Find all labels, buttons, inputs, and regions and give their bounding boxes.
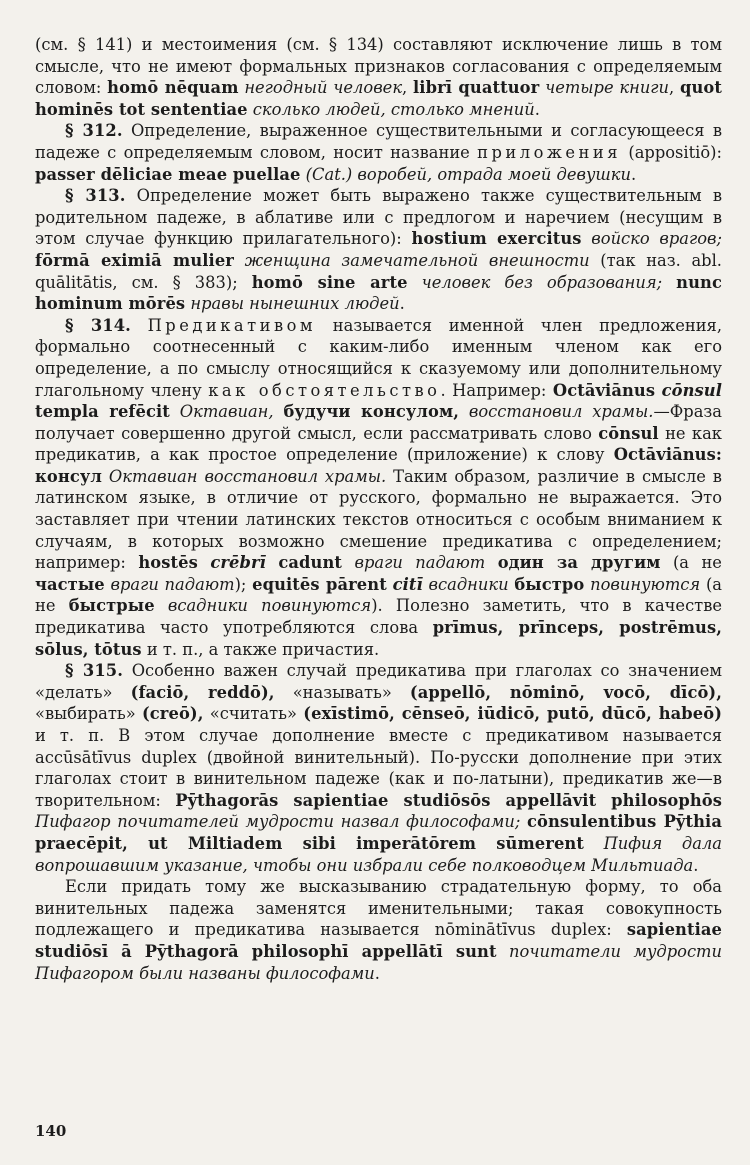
text-run bbox=[274, 402, 284, 421]
text-run bbox=[170, 402, 180, 421]
latin-example: hostēs bbox=[138, 553, 198, 573]
text-run bbox=[584, 834, 604, 853]
text-run: (а не bbox=[35, 574, 722, 616]
latin-example: § 313. bbox=[65, 186, 126, 206]
text-run: (а не bbox=[660, 553, 722, 573]
text-run: не как предикатив, а как простое определение (приложение) к слову bbox=[35, 423, 722, 465]
latin-example: prīmus, prīnceps, postrēmus, sōlus, tōtus bbox=[35, 618, 722, 659]
latin-example: hostium exercitus bbox=[411, 229, 582, 249]
translation-text: войско врагов; bbox=[591, 229, 722, 249]
translation-text: Октавиан, bbox=[179, 402, 274, 422]
text-run: «называть» bbox=[274, 682, 410, 702]
translation-text: восстановил храмы. bbox=[468, 402, 654, 422]
latin-example: sapientiae studiōsī ā Pȳthagorā philosophī appellātī sunt bbox=[35, 920, 722, 961]
latin-example: будучи консулом, bbox=[283, 402, 459, 422]
page-number: 140 bbox=[35, 1122, 67, 1140]
latin-example: passer dēliciae meae puellae bbox=[35, 164, 301, 184]
latin-example: cōnsul bbox=[661, 380, 723, 400]
text-run: . bbox=[693, 855, 699, 875]
text-run bbox=[234, 251, 245, 270]
paragraph-passive-duplex bbox=[35, 876, 722, 984]
text-run: и т. п., а также причастия. bbox=[141, 639, 380, 659]
paragraph-section-313 bbox=[35, 185, 722, 315]
translation-text: повинуются bbox=[590, 574, 701, 594]
text-run: (так наз. abl. quālitātis, см. § 383); bbox=[35, 250, 722, 292]
spaced-term: как обстоятельство bbox=[208, 380, 441, 400]
latin-example: (appellō, nōminō, vocō, dīcō), bbox=[409, 682, 723, 702]
text-run bbox=[198, 553, 210, 572]
translation-text: нравы нынешних людей bbox=[190, 294, 400, 314]
text-run bbox=[266, 553, 278, 572]
latin-example: homō sine arte bbox=[251, 272, 408, 292]
latin-example: Octāviānus bbox=[552, 380, 656, 400]
translation-text: Пифия дала вопрошавшим указание, чтобы они избрали себе полководцем Мильтиада bbox=[35, 833, 723, 875]
text-run: Определение может быть выражено также существительным в родительном падеже, в аблативе или с предлогом и наречием (несущим в этом случае функцию прилагательного): bbox=[35, 186, 722, 249]
text-run: ); bbox=[234, 574, 253, 594]
latin-example: cōnsulentibus Pȳthia praecēpit, ut Miltiadem sibi imperātōrem sūmerent bbox=[35, 812, 722, 853]
text-run: , bbox=[669, 78, 680, 98]
paragraph-continuation bbox=[35, 34, 722, 120]
text-run: . bbox=[399, 294, 405, 314]
text-run: Таким образом, различие в смысле в латинском языке, в отличие от русского, формально не выражается. Это заставляет при чтении латинских текстов относиться с особым вниманием к случаям, в которых возможно смешение предикатива с определением; например: bbox=[35, 466, 722, 573]
translation-text: враги падают bbox=[354, 553, 486, 573]
latin-example: (faciō, reddō), bbox=[130, 682, 275, 702]
latin-example: nunc hominum mōrēs bbox=[35, 272, 722, 314]
latin-example: citī bbox=[392, 574, 423, 594]
latin-example: Octāviānus: консул bbox=[35, 445, 722, 486]
latin-example: quot hominēs tot sententiae bbox=[35, 78, 723, 119]
latin-example: один за другим bbox=[497, 553, 661, 573]
text-run bbox=[497, 942, 509, 961]
latin-example: § 314. bbox=[65, 315, 131, 335]
text-run: (appositiō): bbox=[621, 142, 722, 162]
text-body bbox=[35, 34, 722, 984]
text-run bbox=[131, 316, 148, 335]
latin-example: cadunt bbox=[278, 553, 343, 573]
translation-text: всадники повинуются bbox=[167, 596, 372, 616]
latin-example: templa refēcit bbox=[35, 402, 170, 422]
spaced-term: приложения bbox=[477, 142, 622, 162]
latin-example: быстро bbox=[514, 574, 585, 594]
translation-text: (Cat.) воробей, отрада моей девушки bbox=[305, 164, 632, 184]
translation-text: враги падают bbox=[110, 574, 235, 594]
text-run bbox=[582, 229, 592, 248]
translation-text: человек без образования; bbox=[421, 272, 663, 292]
latin-example: частые bbox=[35, 574, 105, 594]
translation-text: почитатели мудрости Пифагором были названы философами bbox=[35, 941, 722, 983]
text-run: «считать» bbox=[203, 704, 304, 724]
text-run bbox=[459, 402, 469, 421]
text-run bbox=[155, 596, 168, 615]
latin-example: crēbrī bbox=[210, 553, 266, 573]
text-run: Если придать тому же высказыванию страдательную форму, то оба винительных падежа заменятся именительными; такая совокупность подлежащего и предикатива называется nōminātīvus duplex: bbox=[35, 877, 722, 940]
latin-example: librī quattuor bbox=[413, 78, 540, 98]
text-run: —Фраза получает совершенно другой смысл, если рассматривать слово bbox=[35, 402, 722, 443]
paragraph-section-314 bbox=[35, 315, 722, 661]
translation-text: всадники bbox=[428, 574, 509, 594]
latin-example: быстрые bbox=[68, 596, 155, 616]
text-run: . bbox=[631, 164, 637, 184]
latin-example: (exīstimō, cēnseō, iūdicō, putō, dūcō, habeō) bbox=[303, 704, 722, 724]
latin-example: cōnsul bbox=[598, 423, 659, 443]
text-run: называется именной член предложения, формально соотнесенный с каким-либо именным членом как его определение, а по смыслу относящийся к сказуемому или дополнительному глагольному члену bbox=[35, 315, 722, 400]
translation-text: сколько людей, столько мнений bbox=[252, 99, 535, 119]
translation-text: Октавиан восстановил храмы. bbox=[108, 466, 387, 486]
translation-text: Пифагор почитателей мудрости назвал философами; bbox=[35, 812, 521, 832]
latin-example: homō nēquam bbox=[107, 78, 239, 98]
text-run bbox=[102, 467, 109, 486]
translation-text: негодный человек bbox=[244, 78, 403, 98]
text-run bbox=[662, 273, 676, 292]
text-run: Особенно важен случай предикатива при глаголах со значением «делать» bbox=[35, 661, 723, 702]
text-run bbox=[408, 273, 422, 292]
latin-example: (creō), bbox=[141, 704, 204, 724]
translation-text: четыре книги bbox=[545, 78, 670, 98]
text-run: . Например: bbox=[440, 380, 553, 400]
text-run: , bbox=[402, 78, 414, 98]
paragraph-section-315 bbox=[35, 660, 722, 876]
text-run bbox=[485, 553, 497, 572]
latin-example: equitēs pārent bbox=[252, 574, 387, 594]
text-run: (см. § 141) и местоимения (см. § 134) составляют исключение лишь в том смысле, что не имеют формальных признаков согласования с определяемым словом: bbox=[35, 35, 722, 98]
latin-example: Pȳthagorās sapientiae studiōsōs appellāvit philosophōs bbox=[175, 790, 722, 810]
latin-example: fōrmā eximiā mulier bbox=[35, 250, 234, 270]
text-run: ). Полезно заметить, что в качестве предикатива часто употребляются слова bbox=[35, 596, 722, 638]
text-run: Определение, выраженное существительными и согласующееся в падеже с определяемым словом, носит название bbox=[35, 121, 723, 162]
latin-example: § 312. bbox=[65, 121, 123, 141]
text-run bbox=[520, 812, 527, 831]
text-run: . bbox=[534, 99, 540, 119]
text-run bbox=[342, 553, 354, 572]
latin-example: § 315. bbox=[65, 661, 123, 681]
text-run: . bbox=[374, 963, 380, 983]
translation-text: женщина замечательной внешности bbox=[244, 250, 590, 270]
text-run: «выбирать» bbox=[35, 704, 142, 724]
spaced-term: Предикативом bbox=[147, 315, 317, 335]
paragraph-section-312 bbox=[35, 120, 722, 185]
text-run: и т. п. В этом случае дополнение вместе с предикативом называется accūsātīvus duplex (двойной винительный). По-русски дополнение при этих глаголах стоит в винительном падеже (как и по-латыни), предикатив же—в творительном: bbox=[35, 726, 722, 810]
